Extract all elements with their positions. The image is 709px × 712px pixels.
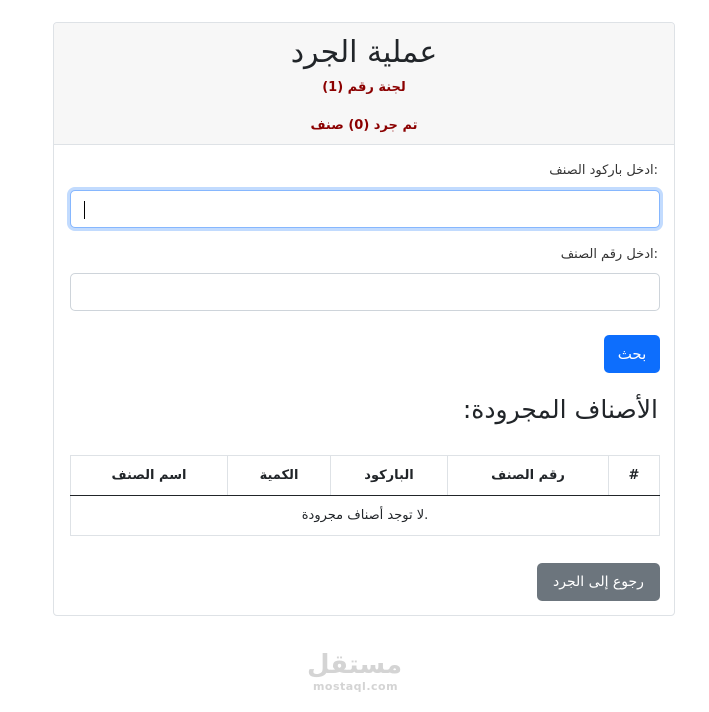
inventory-card [53,22,675,616]
back-to-inventory-button[interactable]: رجوع إلى الجرد [537,563,660,601]
column-header-barcode: الباركود [331,456,448,496]
watermark-latin-text: mostaql.com [312,680,399,693]
counted-items-title: :الأصناف المجرودة [462,395,658,424]
column-header-item-name: اسم الصنف [71,456,228,496]
column-header-index: # [609,456,660,496]
watermark-arabic-text: مستقل [306,650,403,680]
table-row [71,496,660,536]
table-header-row [71,456,660,496]
counted-items-table [70,455,660,536]
barcode-input[interactable] [70,190,660,228]
column-header-item-number: رقم الصنف [448,456,609,496]
barcode-label: :ادخل باركود الصنف [549,163,658,178]
item-number-input[interactable] [70,273,660,311]
counted-status: تم جرد (0) صنف [310,118,418,133]
committee-label: لجنة رقم (1) [322,80,406,95]
text-caret [84,201,85,219]
card-body [54,145,674,616]
search-button[interactable]: بحث [604,335,660,373]
empty-table-message: .لا توجد أصناف مجرودة [71,496,660,536]
column-header-quantity: الكمية [228,456,331,496]
mostaql-watermark [0,650,709,693]
item-number-label: :ادخل رقم الصنف [560,247,658,262]
card-header [54,23,674,145]
page-title: عملية الجرد [290,35,438,70]
